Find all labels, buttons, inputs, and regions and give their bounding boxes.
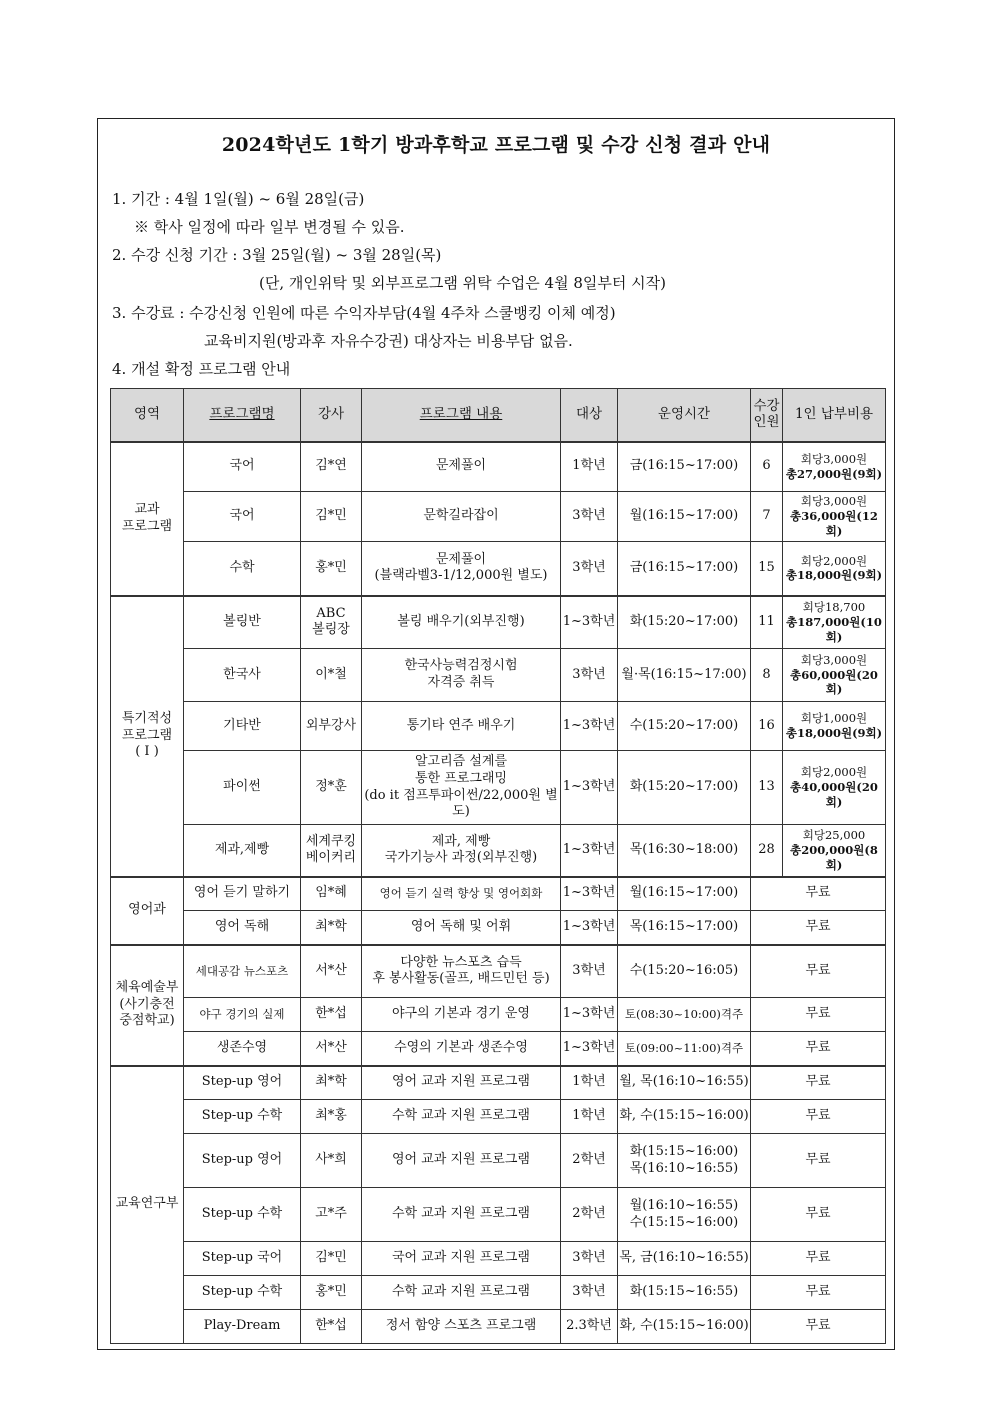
table-row: [111, 1066, 886, 1100]
teacher: 정*훈: [301, 751, 362, 825]
count: 7: [751, 492, 783, 542]
fee-total: 총18,000원(9회): [785, 568, 883, 583]
table-row: [111, 1032, 886, 1066]
table-row: [111, 542, 886, 596]
table-row: [111, 492, 886, 542]
count: 16: [751, 702, 783, 751]
area-cell: 특기적성 프로그램 ( I ): [111, 596, 184, 877]
area-cell: 체육예술부 (사기충전 중점학교): [111, 945, 184, 1066]
teacher: 서*산: [301, 945, 362, 998]
time: 목(16:30~18:00): [618, 825, 751, 877]
table-row: [111, 1276, 886, 1310]
table-row: [111, 825, 886, 877]
header-target: 대상: [561, 389, 618, 442]
fee: 무료: [751, 1066, 886, 1100]
area-cell: 교육연구부: [111, 1066, 184, 1344]
fee-total: 총40,000원(20회): [790, 780, 878, 809]
content: 수영의 기본과 생존수영: [362, 1032, 561, 1066]
fee: 무료: [751, 1310, 886, 1344]
teacher: 임*혜: [301, 877, 362, 911]
table-row: [111, 1310, 886, 1344]
time: 월(16:15~17:00): [618, 877, 751, 911]
program-name: Step-up 수학: [184, 1100, 301, 1134]
area-cell: 교과 프로그램: [111, 442, 184, 596]
program-name: 영어 듣기 말하기: [184, 877, 301, 911]
content: 정서 함양 스포츠 프로그램: [362, 1310, 561, 1344]
content: 영어 교과 지원 프로그램: [362, 1066, 561, 1100]
fee-per-session: 회당18,700: [802, 600, 866, 615]
target: 3학년: [561, 649, 618, 702]
content: 문제풀이: [362, 442, 561, 492]
target: 3학년: [561, 1242, 618, 1276]
fee: 무료: [751, 1100, 886, 1134]
count: 15: [751, 542, 783, 596]
time: 목, 금(16:10~16:55): [618, 1242, 751, 1276]
count: 13: [751, 751, 783, 825]
target: 3학년: [561, 492, 618, 542]
table-row: [111, 1100, 886, 1134]
info-period: 1. 기간 : 4월 1일(월) ~ 6월 28일(금): [112, 190, 365, 208]
program-name: Step-up 영어: [184, 1134, 301, 1188]
fee: 무료: [751, 1188, 886, 1242]
target: 2.3학년: [561, 1310, 618, 1344]
teacher: 최*학: [301, 911, 362, 945]
fee-per-session: 회당25,000: [802, 828, 866, 843]
program-name: Step-up 수학: [184, 1188, 301, 1242]
time: 토(09:00~11:00)격주: [618, 1032, 751, 1066]
target: 1~3학년: [561, 1032, 618, 1066]
target: 1~3학년: [561, 825, 618, 877]
fee: [783, 596, 886, 649]
table-row: [111, 1134, 886, 1188]
info-registration: 2. 수강 신청 기간 : 3월 25일(월) ~ 3월 28일(목): [112, 246, 442, 264]
time: 화, 수(15:15~16:00): [618, 1310, 751, 1344]
program-name: 국어: [184, 492, 301, 542]
content: 야구의 기본과 경기 운영: [362, 998, 561, 1032]
time: 화(15:15~16:00) 목(16:10~16:55): [618, 1134, 751, 1188]
target: 3학년: [561, 542, 618, 596]
count: 11: [751, 596, 783, 649]
table-row: [111, 1242, 886, 1276]
table-row: [111, 442, 886, 492]
header-program-name: 프로그램명: [184, 389, 301, 442]
target: 3학년: [561, 945, 618, 998]
target: 1~3학년: [561, 911, 618, 945]
target: 1~3학년: [561, 751, 618, 825]
target: 1~3학년: [561, 702, 618, 751]
content: 알고리즘 설계를 통한 프로그래밍 (do it 점프투파이썬/22,000원 별도): [362, 751, 561, 825]
fee-per-session: 회당3,000원: [800, 452, 868, 467]
fee-total: 총18,000원(9회): [785, 726, 883, 740]
fee: [783, 442, 886, 492]
time: 화(15:20~17:00): [618, 596, 751, 649]
program-table: [110, 388, 886, 1344]
teacher: 서*산: [301, 1032, 362, 1066]
program-name: 볼링반: [184, 596, 301, 649]
content: 영어 독해 및 어휘: [362, 911, 561, 945]
fee-total: 총27,000원(9회): [785, 466, 883, 481]
fee: 무료: [751, 998, 886, 1032]
content: 수학 교과 지원 프로그램: [362, 1276, 561, 1310]
table-row: [111, 945, 886, 998]
fee: 무료: [751, 1276, 886, 1310]
fee: 무료: [751, 1032, 886, 1066]
time: 화(15:15~16:55): [618, 1276, 751, 1310]
teacher: 홍*민: [301, 1276, 362, 1310]
fee: [783, 751, 886, 825]
fee-per-session: 회당3,000원: [800, 652, 868, 667]
fee: 무료: [751, 877, 886, 911]
table-row: [111, 649, 886, 702]
program-name: 국어: [184, 442, 301, 492]
count: 28: [751, 825, 783, 877]
target: 1~3학년: [561, 596, 618, 649]
fee-total: 총60,000원(20회): [790, 667, 878, 697]
fee: [783, 649, 886, 702]
fee-per-session: 회당3,000원: [800, 494, 868, 509]
table-header-row: [111, 389, 886, 442]
time: 금(16:15~17:00): [618, 442, 751, 492]
time: 목(16:15~17:00): [618, 911, 751, 945]
teacher: 김*민: [301, 1242, 362, 1276]
program-name: 제과,제빵: [184, 825, 301, 877]
teacher: 세계쿠킹 베이커리: [301, 825, 362, 877]
target: 1~3학년: [561, 998, 618, 1032]
teacher: 한*섭: [301, 998, 362, 1032]
teacher: 고*주: [301, 1188, 362, 1242]
fee: 무료: [751, 911, 886, 945]
header-teacher: 강사: [301, 389, 362, 442]
table-row: [111, 596, 886, 649]
teacher: 홍*민: [301, 542, 362, 596]
content: 수학 교과 지원 프로그램: [362, 1188, 561, 1242]
info-registration-note: (단, 개인위탁 및 외부프로그램 위탁 수업은 4월 8일부터 시작): [259, 274, 666, 292]
program-name: 생존수영: [184, 1032, 301, 1066]
target: 2학년: [561, 1188, 618, 1242]
content: 국어 교과 지원 프로그램: [362, 1242, 561, 1276]
fee-per-session: 회당2,000원: [800, 765, 868, 780]
time: 월·목(16:15~17:00): [618, 649, 751, 702]
program-name: 야구 경기의 실제: [184, 998, 301, 1032]
table-row: [111, 877, 886, 911]
program-name: Step-up 국어: [184, 1242, 301, 1276]
content: 영어 듣기 실력 향상 및 영어회화: [362, 877, 561, 911]
fee: [783, 825, 886, 877]
fee: [783, 702, 886, 751]
header-area: 영역: [111, 389, 184, 442]
info-fee: 3. 수강료 : 수강신청 인원에 따른 수익자부담(4월 4주차 스쿨뱅킹 이체 예정): [112, 304, 616, 322]
target: 1학년: [561, 1100, 618, 1134]
teacher: 외부강사: [301, 702, 362, 751]
teacher: 김*연: [301, 442, 362, 492]
fee: [783, 542, 886, 596]
program-name: Step-up 영어: [184, 1066, 301, 1100]
fee: 무료: [751, 1134, 886, 1188]
program-name: Play-Dream: [184, 1310, 301, 1344]
header-fee: 1인 납부비용: [783, 389, 886, 442]
content: 한국사능력검정시험 자격증 취득: [362, 649, 561, 702]
table-row: [111, 1188, 886, 1242]
target: 1학년: [561, 442, 618, 492]
teacher: 최*학: [301, 1066, 362, 1100]
area-cell: 영어과: [111, 877, 184, 945]
content: 볼링 배우기(외부진행): [362, 596, 561, 649]
program-name: 영어 독해: [184, 911, 301, 945]
teacher: 김*민: [301, 492, 362, 542]
table-row: [111, 911, 886, 945]
time: 화(15:20~17:00): [618, 751, 751, 825]
program-name: 기타반: [184, 702, 301, 751]
fee-total: 총200,000원(8회): [790, 842, 878, 872]
teacher: 최*홍: [301, 1100, 362, 1134]
teacher: 사*희: [301, 1134, 362, 1188]
fee: [783, 492, 886, 542]
target: 1학년: [561, 1066, 618, 1100]
time: 월, 목(16:10~16:55): [618, 1066, 751, 1100]
fee-per-session: 회당2,000원: [800, 553, 868, 568]
target: 1~3학년: [561, 877, 618, 911]
table-row: [111, 998, 886, 1032]
content: 제과, 제빵 국가기능사 과정(외부진행): [362, 825, 561, 877]
teacher: 이*철: [301, 649, 362, 702]
time: 화, 수(15:15~16:00): [618, 1100, 751, 1134]
header-content: 프로그램 내용: [362, 389, 561, 442]
header-count: 수강 인원: [751, 389, 783, 442]
table-row: [111, 751, 886, 825]
fee-total: 총187,000원(10회): [786, 614, 882, 644]
program-name: 수학: [184, 542, 301, 596]
fee-total: 총36,000원(12회): [790, 509, 878, 538]
count: 8: [751, 649, 783, 702]
content: 영어 교과 지원 프로그램: [362, 1134, 561, 1188]
info-note: ※ 학사 일정에 따라 일부 변경될 수 있음.: [134, 218, 405, 236]
content: 문학길라잡이: [362, 492, 561, 542]
target: 3학년: [561, 1276, 618, 1310]
table-row: [111, 702, 886, 751]
info-fee-note: 교육비지원(방과후 자유수강권) 대상자는 비용부담 없음.: [204, 332, 573, 350]
teacher: ABC 볼링장: [301, 596, 362, 649]
content: 통기타 연주 배우기: [362, 702, 561, 751]
fee-per-session: 회당1,000원: [800, 711, 868, 726]
target: 2학년: [561, 1134, 618, 1188]
content: 문제풀이 (블랙라벨3-1/12,000원 별도): [362, 542, 561, 596]
time: 월(16:10~16:55) 수(15:15~16:00): [618, 1188, 751, 1242]
program-name: 세대공감 뉴스포츠: [184, 945, 301, 998]
fee: 무료: [751, 1242, 886, 1276]
teacher: 한*섭: [301, 1310, 362, 1344]
content: 수학 교과 지원 프로그램: [362, 1100, 561, 1134]
program-name: 한국사: [184, 649, 301, 702]
time: 금(16:15~17:00): [618, 542, 751, 596]
program-name: Step-up 수학: [184, 1276, 301, 1310]
time: 토(08:30~10:00)격주: [618, 998, 751, 1032]
program-name: 파이썬: [184, 751, 301, 825]
header-time: 운영시간: [618, 389, 751, 442]
content: 다양한 뉴스포츠 습득 후 봉사활동(골프, 배드민턴 등): [362, 945, 561, 998]
count: 6: [751, 442, 783, 492]
time: 수(15:20~17:00): [618, 702, 751, 751]
page-title: 2024학년도 1학기 방과후학교 프로그램 및 수강 신청 결과 안내: [221, 134, 771, 156]
info-programs: 4. 개설 확정 프로그램 안내: [112, 360, 291, 378]
fee: 무료: [751, 945, 886, 998]
time: 월(16:15~17:00): [618, 492, 751, 542]
time: 수(15:20~16:05): [618, 945, 751, 998]
